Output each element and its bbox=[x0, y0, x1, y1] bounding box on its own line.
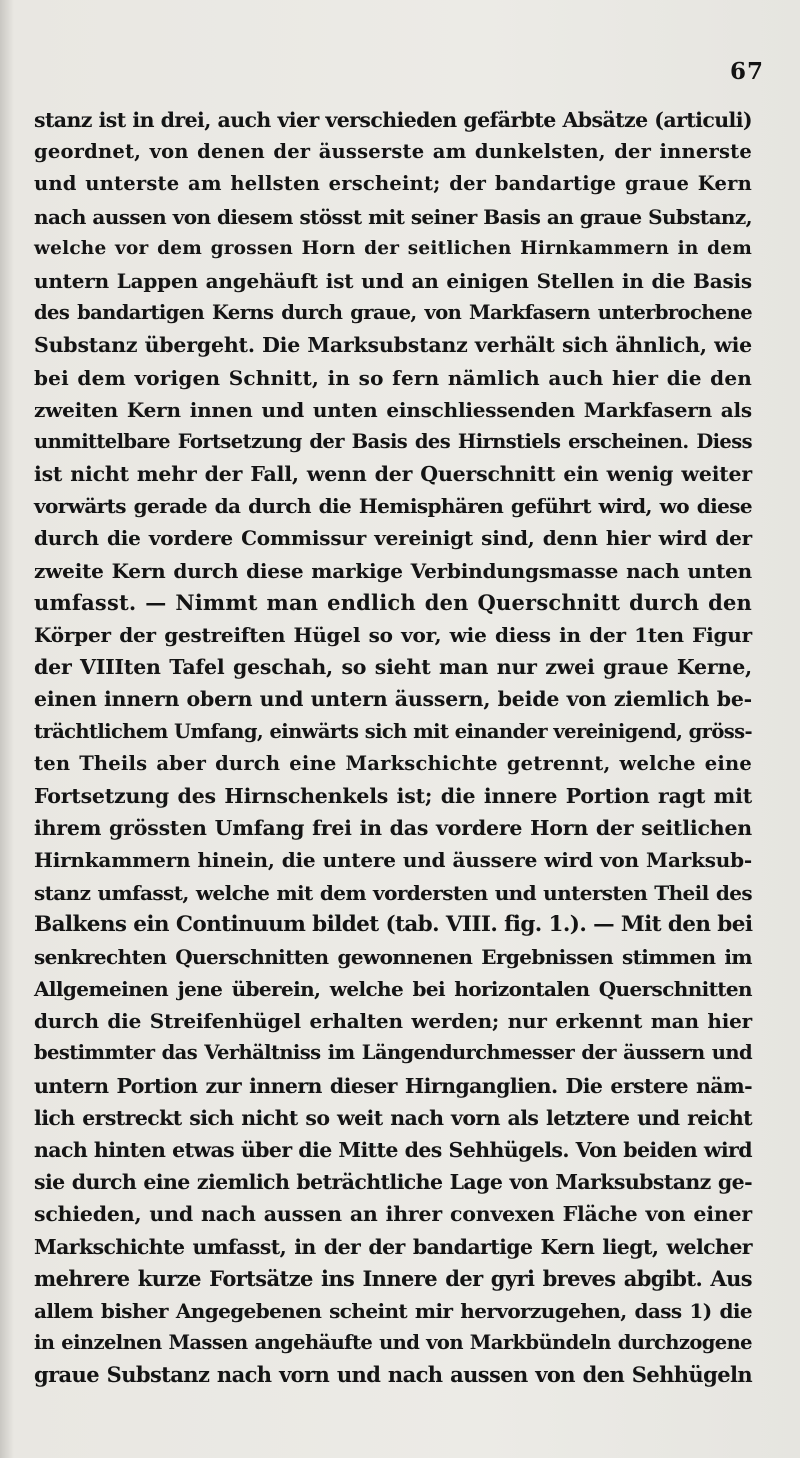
text-line: welche vor dem grossen Horn der seitlichen Hirnkammern in dem bbox=[34, 237, 752, 259]
text-line: ten Theils aber durch eine Markschichte getrennt, welche eine bbox=[34, 751, 752, 775]
text-line: unmittelbare Fortsetzung der Basis des Hirnstiels erscheinen. Diess bbox=[34, 429, 752, 453]
text-line: ihrem grössten Umfang frei in das vordere Horn der seitlichen bbox=[34, 816, 752, 841]
text-line: in einzelnen Massen angehäufte und von Markbündeln durchzogene bbox=[34, 1331, 752, 1355]
text-line: des bandartigen Kerns durch graue, von Markfasern unterbrochene bbox=[34, 301, 752, 325]
page-number: 67 bbox=[729, 58, 764, 85]
text-line: und unterste am hellsten erscheint; der bandartige graue Kern bbox=[34, 172, 752, 196]
text-line: Markschichte umfasst, in der der bandartige Kern liegt, welcher bbox=[34, 1234, 752, 1259]
text-line: nach hinten etwas über die Mitte des Sehhügels. Von beiden wird bbox=[34, 1138, 752, 1162]
text-line: einen innern obern und untern äussern, beide von ziemlich be- bbox=[34, 687, 752, 712]
text-line: stanz umfasst, welche mit dem vordersten und untersten Theil des bbox=[34, 880, 752, 905]
text-line: senkrechten Querschnitten gewonnenen Ergebnissen stimmen im bbox=[34, 944, 752, 969]
text-line: durch die Streifenhügel erhalten werden; nur erkennt man hier bbox=[34, 1009, 752, 1034]
text-line: vorwärts gerade da durch die Hemisphären geführt wird, wo diese bbox=[34, 494, 752, 519]
text-line: allem bisher Angegebenen scheint mir hervorzugehen, dass 1) die bbox=[34, 1298, 752, 1323]
text-line: untern Portion zur innern dieser Hirnganglien. Die erstere näm- bbox=[34, 1073, 752, 1098]
text-line: geordnet, von denen der äusserste am dunkelsten, der innerste bbox=[34, 140, 752, 164]
text-line: graue Substanz nach vorn und nach aussen von den Sehhügeln bbox=[34, 1362, 752, 1388]
text-line: stanz ist in drei, auch vier verschieden gefärbte Absätze (articuli) bbox=[34, 108, 752, 132]
text-line: der VIIIten Tafel geschah, so sieht man nur zwei graue Kerne, bbox=[34, 655, 752, 680]
text-line: Balkens ein Continuum bildet (tab. VIII. fig. 1.). — Mit den bei bbox=[34, 911, 753, 937]
text-line: untern Lappen angehäuft ist und an einigen Stellen in die Basis bbox=[34, 268, 752, 293]
text-line: lich erstreckt sich nicht so weit nach vorn als letztere und reicht bbox=[34, 1105, 752, 1130]
text-line: schieden, und nach aussen an ihrer convexen Fläche von einer bbox=[34, 1202, 752, 1227]
text-line: trächtlichem Umfang, einwärts sich mit einander vereinigend, gröss- bbox=[34, 719, 752, 743]
text-line: zweite Kern durch diese markige Verbindungsmasse nach unten bbox=[34, 558, 752, 583]
body-text bbox=[34, 104, 752, 1392]
text-line: bestimmter das Verhältniss im Längendurchmesser der äussern und bbox=[34, 1041, 752, 1065]
text-line: Hirnkammern hinein, die untere und äussere wird von Marksub- bbox=[34, 848, 752, 873]
text-line: bei dem vorigen Schnitt, in so fern nämlich auch hier die den bbox=[34, 365, 752, 390]
text-line: sie durch eine ziemlich beträchtliche Lage von Marksubstanz ge- bbox=[34, 1170, 752, 1195]
text-line: zweiten Kern innen und unten einschliessenden Markfasern als bbox=[34, 397, 752, 422]
text-line: umfasst. — Nimmt man endlich den Querschnitt durch den bbox=[34, 589, 752, 615]
text-line: ist nicht mehr der Fall, wenn der Querschnitt ein wenig weiter bbox=[34, 462, 752, 487]
text-line: Allgemeinen jene überein, welche bei horizontalen Querschnitten bbox=[34, 977, 752, 1002]
text-line: durch die vordere Commissur vereinigt sind, denn hier wird der bbox=[34, 526, 752, 551]
text-line: nach aussen von diesem stösst mit seiner Basis an graue Substanz, bbox=[34, 204, 752, 229]
text-line: Fortsetzung des Hirnschenkels ist; die innere Portion ragt mit bbox=[34, 783, 752, 808]
text-line: Substanz übergeht. Die Marksubstanz verhält sich ähnlich, wie bbox=[34, 333, 752, 358]
text-line: mehrere kurze Fortsätze ins Innere der gyri breves abgibt. Aus bbox=[34, 1265, 752, 1291]
text-line: Körper der gestreiften Hügel so vor, wie diess in der 1ten Figur bbox=[34, 623, 752, 647]
